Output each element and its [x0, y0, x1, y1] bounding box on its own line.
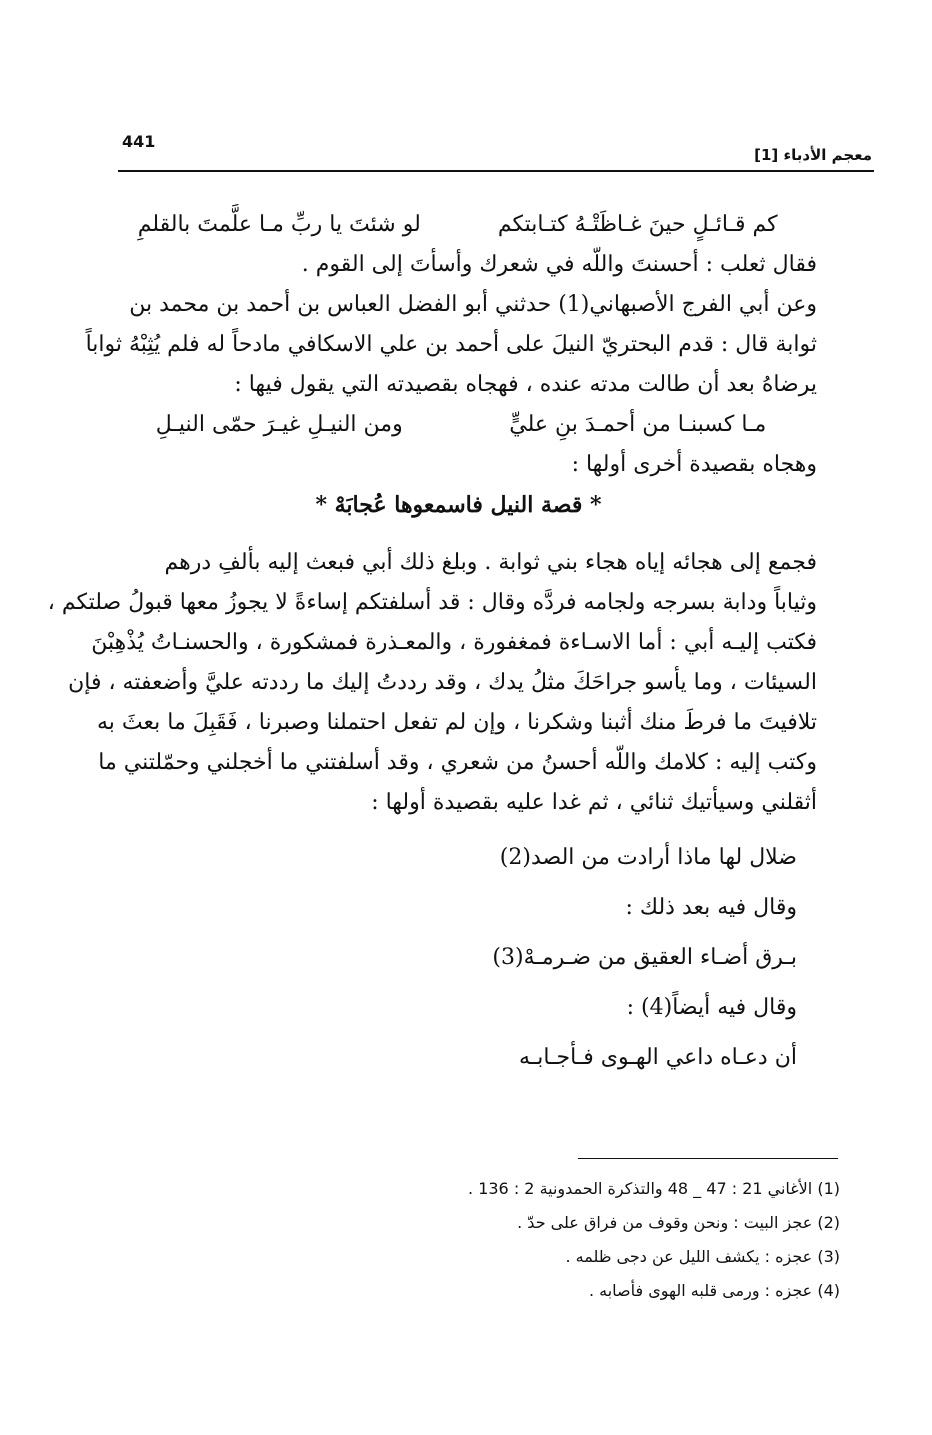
verse-2-right: مـا كسبنـا من أحمـدَ بنِ عليٍّ — [509, 412, 767, 437]
paragraph-line: السيئات ، وما يأسو جراحَكَ مثلُ يدك ، وقد رددتُ إليك ما رددته عليَّ وأضعفته ، فإن — [68, 670, 817, 695]
footnote: (4) عجزه : ورمى قلبه الهوى فأصابه . — [588, 1281, 840, 1300]
header-divider — [118, 170, 874, 172]
verse-2 — [100, 405, 817, 445]
quoted-verse: ضلال لها ماذا أرادت من الصد(2) — [499, 845, 797, 870]
paragraph-line: وثياباً ودابة بسرجه ولجامه فردَّه وقال : قد أسلفتكم إساءةً لا يجوزُ معها قبولُ صلتكم ، — [47, 590, 817, 615]
paragraph-line: تلافيتَ ما فرطَ منك أثبنا وشكرنا ، وإن لم تفعل احتملنا وصبرنا ، فَقَبِلَ ما بعثَ به — [97, 710, 817, 735]
text-line: فقال ثعلب : أحسنتَ واللّه في شعرك وأسأتَ إلى القوم . — [301, 252, 817, 277]
quote-intro: وقال فيه بعد ذلك : — [625, 895, 797, 920]
footnote: (2) عجز البيت : ونحن وقوف من فراق على حدّ . — [517, 1213, 840, 1232]
quoted-verse: أن دعـاه داعي الهـوى فـأجـابـه — [519, 1045, 797, 1070]
text-line: وهجاه بقصيدة أخرى أولها : — [571, 452, 817, 477]
centered-verse: * قصة النيل فاسمعوها عُجابَهْ * — [315, 492, 602, 518]
quoted-verse: بـرق أضـاء العقيق من ضـرمـهْ(3) — [492, 945, 797, 970]
verse-1 — [100, 205, 817, 245]
page-number: 441 — [122, 132, 156, 151]
verse-1-right: كم قـائـلٍ حينَ غـاظَتْـهُ كتـابتكم — [497, 212, 778, 237]
paragraph-line: أثقلني وسيأتيك ثنائي ، ثم غدا عليه بقصيدة أولها : — [371, 790, 817, 815]
paragraph-line: فجمع إلى هجائه إياه هجاء بني ثوابة . وبلغ ذلك أبي فبعث إليه بألفِ درهم — [164, 550, 817, 575]
main-text — [47, 205, 817, 1083]
text-line: يرضاهُ بعد أن طالت مدته عنده ، فهجاه بقصيدته التي يقول فيها : — [234, 372, 817, 397]
text-line: ثوابة قال : قدم البحتريّ النيلَ على أحمد بن علي الاسكافي مادحاً له فلم يُثِبْهُ ثواباً — [85, 332, 817, 357]
book-title: معجم الأدباء [1] — [754, 146, 872, 164]
footnote: (1) الأغاني 21 : 47 _ 48 والتذكرة الحمدونية 2 : 136 . — [468, 1179, 840, 1198]
footnotes — [468, 1172, 840, 1308]
verse-1-left: لو شئتَ يا ربِّ مـا علَّمتَ بالقلمِ — [137, 212, 421, 237]
footnote-divider — [578, 1158, 838, 1159]
quote-intro: وقال فيه أيضاً(4) : — [626, 995, 797, 1020]
text-line: وعن أبي الفرج الأصبهاني(1) حدثني أبو الفضل العباس بن أحمد بن محمد بن — [129, 292, 817, 317]
paragraph-line: فكتب إليـه أبي : أما الاسـاءة فمغفورة ، والمعـذرة فمشكورة ، والحسنـاتُ يُذْهِبْنَ — [91, 630, 817, 655]
paragraph-line: وكتب إليه : كلامك واللّه أحسنُ من شعري ، وقد أسلفتني ما أخجلني وحمّلتني ما — [98, 750, 817, 775]
footnote: (3) عجزه : يكشف الليل عن دجى ظلمه . — [565, 1247, 840, 1266]
verse-2-left: ومن النيـلِ غيـرَ حمّى النيـلِ — [155, 412, 403, 437]
